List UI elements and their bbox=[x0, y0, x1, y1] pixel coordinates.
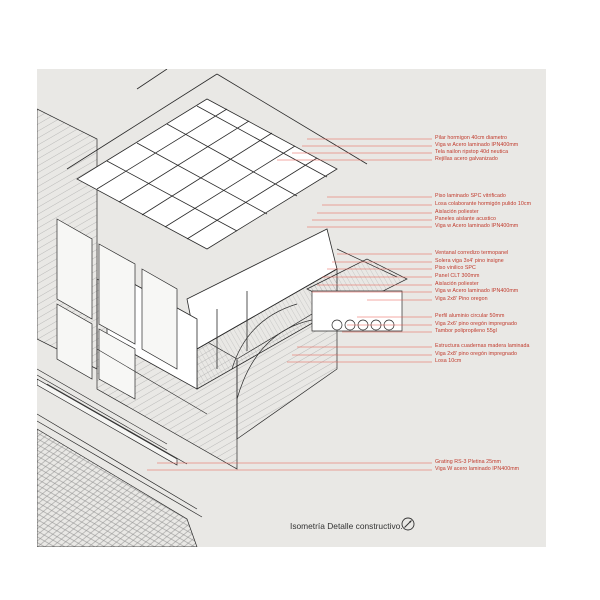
annotation-label: Viga 2x8' pino oregón impregnado bbox=[435, 351, 518, 357]
annotation-label: Viga w Acero laminado IPN400mm bbox=[435, 142, 519, 148]
annotation-label: Viga 2x6' pino oregón impregnado bbox=[435, 321, 518, 327]
annotation-label: Ventanal corredizo termopanel bbox=[435, 250, 509, 256]
annotation-label: Piso vinilico SPC bbox=[435, 265, 476, 271]
annotation-label: Perfil aluminio circular 50mm bbox=[435, 313, 505, 319]
roof-frame bbox=[67, 69, 367, 249]
annotation-label: Estructura cuadernas madera laminada bbox=[435, 343, 530, 349]
annotation-label: Viga W acero laminado IPN400mm bbox=[435, 466, 520, 472]
annotation-label: Grating RS-3 Pletina 25mm bbox=[435, 459, 502, 465]
annotation-label: Panel CLT 300mm bbox=[435, 273, 480, 279]
annotation-label: Viga w Acero laminado IPN400mm bbox=[435, 223, 519, 229]
annotation-label: Losa 10cm bbox=[435, 358, 462, 364]
annotation-label: Paneles aislante acustico bbox=[435, 216, 497, 222]
annotation-label: Aislación poliester bbox=[435, 209, 479, 215]
drawing-sheet bbox=[37, 69, 546, 547]
annotation-label: Pilar hormigon 40cm diametro bbox=[435, 135, 508, 141]
annotation-label: Rejillas acero galvanizado bbox=[435, 156, 498, 162]
annotation-label: Viga w Acero laminado IPN400mm bbox=[435, 288, 519, 294]
annotation-label: Piso laminado SPC vitrificado bbox=[435, 193, 506, 199]
annotation-label: Losa colaborante hormigón pulido 10cm bbox=[435, 201, 532, 207]
annotation-label: Tambor polipropileno 55gl bbox=[435, 328, 497, 334]
drawing-caption: Isometría Detalle constructivo. bbox=[290, 521, 403, 531]
annotation-label: Aislación poliester bbox=[435, 281, 479, 287]
annotation-label: Viga 2x8' Pino oregon bbox=[435, 296, 488, 302]
annotation-label: Tela nailon ripstop 40d neutica bbox=[435, 149, 509, 155]
annotation-label: Solera viga 3x4' pino insigne bbox=[435, 258, 504, 264]
north-arrow-icon bbox=[401, 517, 415, 531]
